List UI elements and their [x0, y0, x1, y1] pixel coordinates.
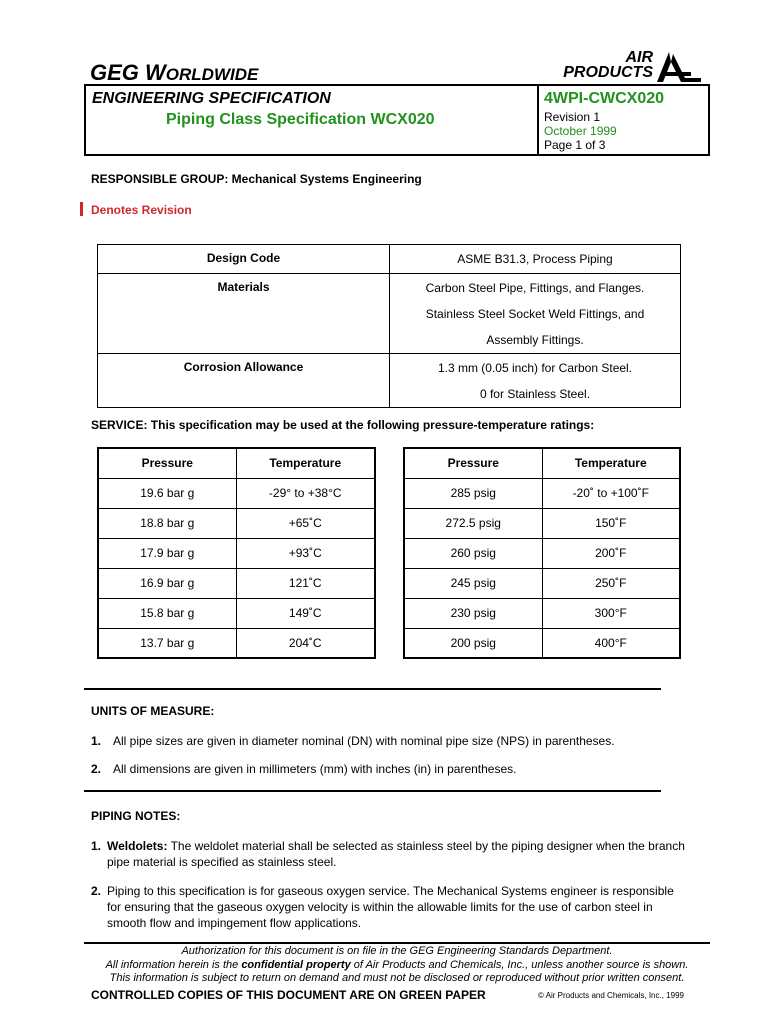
column-header: Pressure [404, 448, 542, 478]
air-products-logo [540, 50, 705, 84]
table-row [98, 508, 375, 538]
item-text [91, 883, 691, 931]
table-row [404, 598, 680, 628]
document-date: October 1999 [544, 124, 617, 138]
header-divider [537, 86, 539, 154]
list-item [91, 883, 691, 931]
table-row [98, 354, 681, 408]
temperature-cell: 400°F [542, 628, 680, 658]
temperature-cell: +93˚C [236, 538, 375, 568]
table-row [404, 538, 680, 568]
design-key: Design Code [98, 245, 390, 274]
spec-title: Piping Class Specification WCX020 [166, 111, 435, 128]
table-header-row [404, 448, 680, 478]
document-revision: Revision 1 [544, 110, 601, 124]
item-body: Piping to this specification is for gaseous oxygen service. The Mechanical Systems engineer is responsible for ensuring that the gaseous oxygen velocity is within the allowable limits for the use of carbon steel in smooth flow and impingement flow applications. [107, 884, 674, 930]
column-header: Temperature [542, 448, 680, 478]
document-page: Page 1 of 3 [544, 138, 606, 152]
design-value-line: 1.3 mm (0.05 inch) for Carbon Steel. [437, 361, 633, 375]
pressure-cell: 285 psig [404, 478, 542, 508]
table-row [98, 245, 681, 274]
item-number: 2. [91, 762, 102, 776]
temperature-cell: +65˚C [236, 508, 375, 538]
service-statement: SERVICE: This specification may be used at the following pressure-temperature ratings: [91, 418, 595, 432]
pressure-cell: 230 psig [404, 598, 542, 628]
temperature-cell: 149˚C [236, 598, 375, 628]
table-row [404, 508, 680, 538]
design-key: Materials [98, 274, 390, 354]
org-title-big: GEG W [90, 60, 166, 85]
temperature-cell: 200˚F [542, 538, 680, 568]
table-row [404, 478, 680, 508]
pressure-cell: 13.7 bar g [98, 628, 236, 658]
section-divider [84, 790, 661, 792]
metric-rating-table [97, 447, 376, 659]
temperature-cell: 300°F [542, 598, 680, 628]
temperature-cell: 121˚C [236, 568, 375, 598]
design-table [97, 244, 681, 408]
table-row [98, 274, 681, 354]
footer-divider [84, 942, 710, 944]
temperature-cell: -20˚ to +100˚F [542, 478, 680, 508]
table-row [98, 478, 375, 508]
org-title [90, 60, 258, 86]
org-title-small: ORLDWIDE [165, 65, 259, 84]
spec-header-box [84, 84, 710, 156]
item-text: All pipe sizes are given in diameter nominal (DN) with nominal pipe size (NPS) in parentheses. [113, 734, 615, 748]
controlled-copies-notice: CONTROLLED COPIES OF THIS DOCUMENT ARE ON GREEN PAPER [91, 988, 486, 1002]
design-value-line: Assembly Fittings. [486, 333, 584, 347]
responsible-group: RESPONSIBLE GROUP: Mechanical Systems Engineering [91, 172, 422, 186]
table-row [404, 628, 680, 658]
copyright-notice: © Air Products and Chemicals, Inc., 1999 [538, 991, 684, 1000]
column-header: Temperature [236, 448, 375, 478]
design-key: Corrosion Allowance [98, 354, 390, 408]
pressure-cell: 200 psig [404, 628, 542, 658]
footer-disclosure: This information is subject to return on demand and must not be disclosed or reproduced without prior written consent. [109, 972, 685, 984]
units-heading: UNITS OF MEASURE: [91, 704, 215, 718]
table-header-row [98, 448, 375, 478]
table-row [98, 538, 375, 568]
list-item [91, 733, 691, 749]
design-value [390, 274, 681, 354]
design-value [390, 354, 681, 408]
item-bold-label: Weldolets: [107, 839, 168, 853]
pressure-cell: 272.5 psig [404, 508, 542, 538]
item-number: 2. [91, 884, 102, 898]
piping-notes-heading: PIPING NOTES: [91, 809, 181, 823]
pressure-cell: 16.9 bar g [98, 568, 236, 598]
temperature-cell: 150˚F [542, 508, 680, 538]
pressure-cell: 245 psig [404, 568, 542, 598]
pressure-cell: 18.8 bar g [98, 508, 236, 538]
column-header: Pressure [98, 448, 236, 478]
item-body: The weldolet material shall be selected as stainless steel by the piping designer when the branch pipe material is specified as stainless steel. [107, 839, 685, 869]
footer-confidential [84, 959, 710, 971]
footer-text: All information herein is the [105, 959, 242, 971]
table-row [404, 568, 680, 598]
item-number: 1. [91, 839, 102, 853]
document-number: 4WPI-CWCX020 [544, 90, 665, 107]
table-row [98, 568, 375, 598]
design-value-line: ASME B31.3, Process Piping [457, 252, 613, 266]
section-divider [84, 688, 661, 690]
pressure-cell: 19.6 bar g [98, 478, 236, 508]
design-value-line: Carbon Steel Pipe, Fittings, and Flanges. [425, 281, 645, 295]
spec-label: ENGINEERING SPECIFICATION [92, 90, 331, 107]
footer-bold-text: confidential property [241, 959, 351, 971]
revision-bar-icon [80, 202, 83, 216]
logo-text [563, 50, 653, 80]
logo-line-2: PRODUCTS [563, 64, 653, 81]
design-value-line: 0 for Stainless Steel. [479, 387, 591, 401]
revision-note [80, 202, 192, 217]
pressure-cell: 15.8 bar g [98, 598, 236, 628]
air-products-triangle-icon [655, 50, 703, 84]
item-text: All dimensions are given in millimeters (mm) with inches (in) in parentheses. [113, 762, 517, 776]
design-value-line: Stainless Steel Socket Weld Fittings, and [425, 307, 645, 321]
footer-authorization: Authorization for this document is on file in the GEG Engineering Standards Department. [181, 945, 613, 957]
logo-line-1: AIR [625, 49, 653, 66]
item-number: 1. [91, 734, 102, 748]
temperature-cell: 204˚C [236, 628, 375, 658]
design-value [390, 245, 681, 274]
temperature-cell: 250˚F [542, 568, 680, 598]
list-item [91, 838, 691, 870]
temperature-cell: -29° to +38°C [236, 478, 375, 508]
revision-note-text: Denotes Revision [91, 203, 192, 217]
pressure-cell: 17.9 bar g [98, 538, 236, 568]
table-row [98, 628, 375, 658]
list-item [91, 761, 691, 777]
footer-text: of Air Products and Chemicals, Inc., unless another source is shown. [350, 959, 689, 971]
table-row [98, 598, 375, 628]
item-text [91, 838, 691, 870]
imperial-rating-table [403, 447, 681, 659]
pressure-cell: 260 psig [404, 538, 542, 568]
